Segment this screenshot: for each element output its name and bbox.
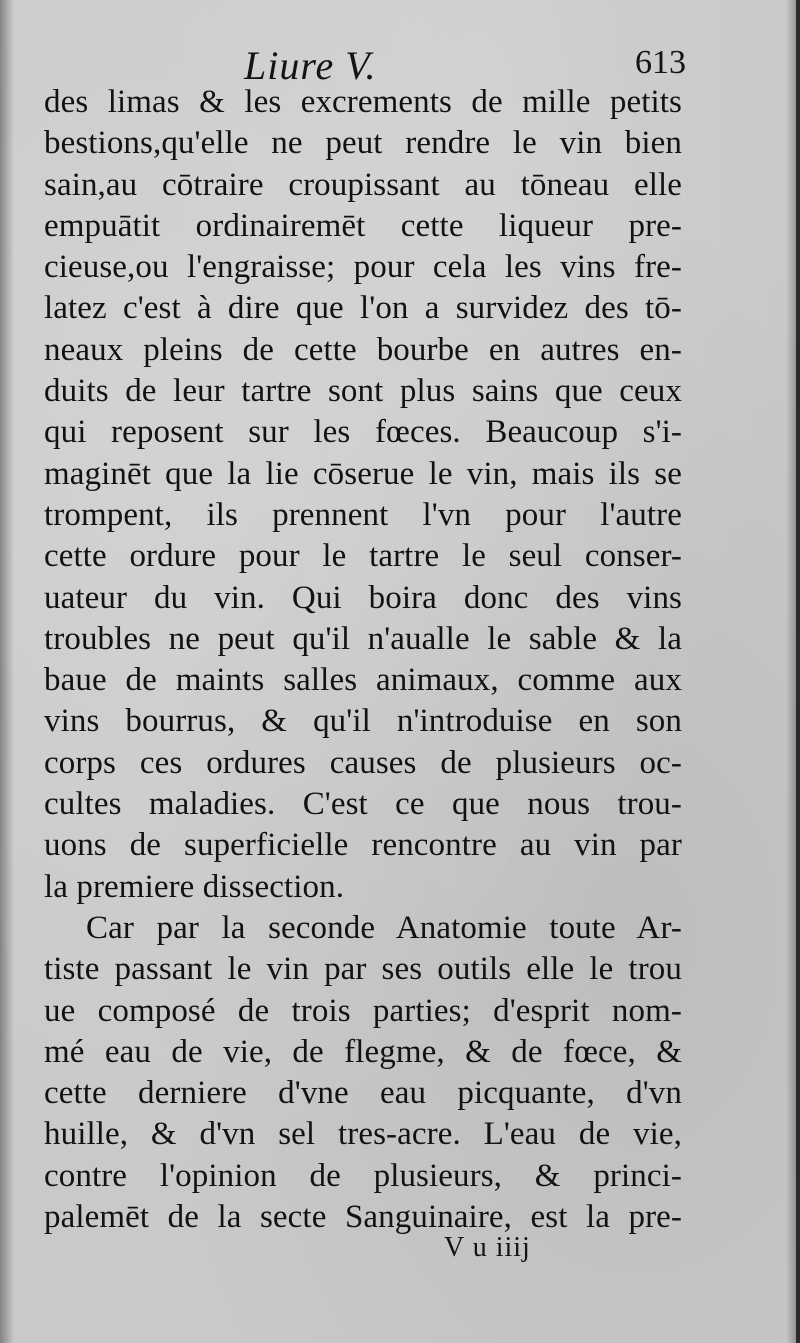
running-title: Liure V.: [244, 43, 377, 88]
text-line: ue composé de trois parties; d'esprit nom-: [44, 992, 682, 1029]
text-line: contre l'opinion de plusieurs, & princi-: [44, 1157, 682, 1194]
body-text: [44, 82, 682, 1238]
text-line: palemēt de la secte Sanguinaire, est la pre-: [44, 1199, 682, 1236]
text-line: mé eau de vie, de flegme, & de fœce, &: [44, 1033, 682, 1070]
text-line: cette ordure pour le tartre le seul conser-: [44, 538, 682, 575]
page-edge-shadow: [786, 0, 796, 1343]
text-line: tiste passant le vin par ses outils elle le trou: [44, 951, 682, 988]
text-line: maginēt que la lie cōserue le vin, mais ils se: [44, 455, 682, 492]
text-line: troubles ne peut qu'il n'aualle le sable & la: [44, 620, 682, 657]
page-number: 613: [635, 44, 686, 81]
text-line: qui reposent sur les fœces. Beaucoup s'i-: [44, 414, 682, 451]
text-line: latez c'est à dire que l'on a survidez des tō-: [44, 290, 682, 327]
text-line: corps ces ordures causes de plusieurs oc-: [44, 744, 682, 781]
text-line: duits de leur tartre sont plus sains que ceux: [44, 373, 682, 410]
spine-shadow: [0, 0, 14, 1343]
text-line: sain,au cōtraire croupissant au tōneau elle: [44, 166, 682, 203]
text-line: baue de maints salles animaux, comme aux: [44, 662, 682, 699]
text-line: vins bourrus, & qu'il n'introduise en son: [44, 703, 682, 740]
text-line: bestions,qu'elle ne peut rendre le vin bien: [44, 125, 682, 162]
text-line: trompent, ils prennent l'vn pour l'autre: [44, 496, 682, 533]
text-line: empuātit ordinairemēt cette liqueur pre-: [44, 207, 682, 244]
text-line: des limas & les excrements de mille petits: [44, 84, 682, 120]
paragraph-first-line: Car par la seconde Anatomie toute Ar-: [86, 909, 682, 946]
text-line: neaux pleins de cette bourbe en autres en-: [44, 331, 682, 368]
text-line: huille, & d'vn sel tres-acre. L'eau de vie,: [44, 1116, 682, 1153]
text-line: uateur du vin. Qui boira donc des vins: [44, 579, 682, 616]
text-line: cette derniere d'vne eau picquante, d'vn: [44, 1075, 682, 1112]
text-line: uons de superficielle rencontre au vin par: [44, 827, 682, 864]
text-line: cieuse,ou l'engraisse; pour cela les vins fre-: [44, 249, 682, 286]
text-line: cultes maladies. C'est ce que nous trou-: [44, 786, 682, 823]
signature-mark: V u iiij: [444, 1232, 531, 1263]
text-line: la premiere dissection.: [44, 868, 345, 905]
